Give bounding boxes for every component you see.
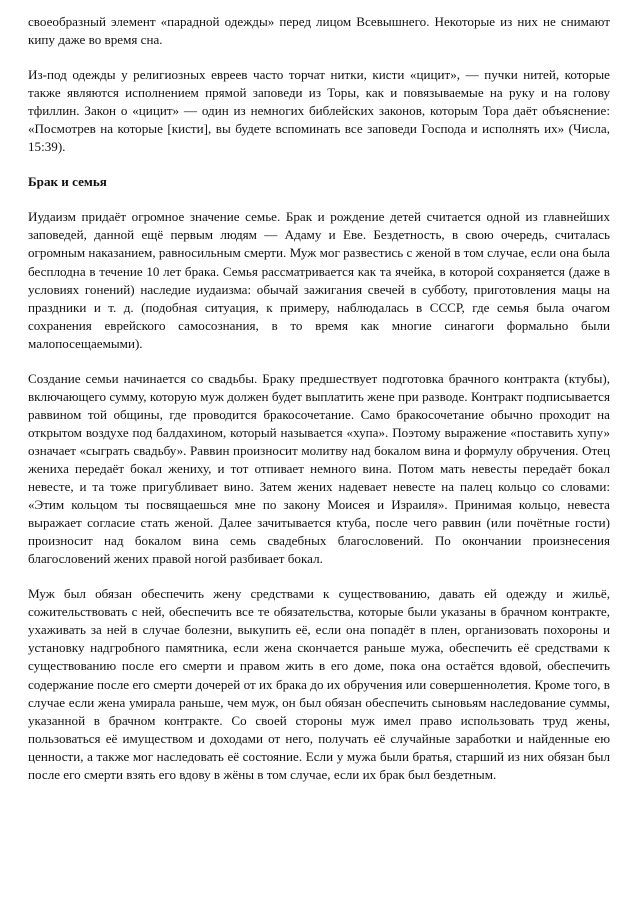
paragraph-intro: своеобразный элемент «парадной одежды» перед лицом Всевышнего. Некоторые из них не снимают кипу даже во время сна. [28, 14, 610, 48]
paragraph-family: Иудаизм придаёт огромное значение семье. Брак и рождение детей считается одной из главнейших заповедей, данной ещё первым людям — Адаму и Еве. Бездетность, в свою очередь, считалась огромным наказанием, равносильным смерти. Муж мог развестись с женой в том случае, если она была бесплодна в течение 10 лет брака. Семья рассматривается как та ячейка, в которой сохраняется (даже в условиях гонений) наследие иудаизма: обычай зажигания свечей в субботу, приготовления мацы на праздники и т. д. (подобная ситуация, к примеру, наблюдалась в СССР, где семья была очагом сохранения еврейского самосознания, в то время как многие синагоги формально были малопосещаемыми). [28, 209, 610, 351]
paragraph-tzitzit: Из-под одежды у религиозных евреев часто торчат нитки, кисти «цицит», — пучки нитей, которые также являются исполнением прямой заповеди из Торы, как и повязываемые на руку и на голову тфиллин. Закон о «цицит» — один из немногих библейских законов, которым Тора даёт объяснение: «Посмотрев на которые [кисти], вы будете вспоминать все заповеди Господа и исполнять их» (Числа, 15:39). [28, 67, 610, 155]
paragraph-wedding: Создание семьи начинается со свадьбы. Браку предшествует подготовка брачного контракта (ктубы), включающего сумму, которую муж должен будет выплатить жене при разводе. Контракт подписывается раввином той общины, где проводится бракосочетание. Само бракосочетание обычно проходит на открытом воздухе под балдахином, который называется «хупа». Поэтому выражение «поставить хупу» означает «сыграть свадьбу». Раввин произносит молитву над бокалом вина и формулу обручения. Отец жениха передаёт бокал жениху, и тот отпивает немного вина. Потом мать невесты передаёт бокал невесте, и та тоже пригубливает вино. Затем жених надевает невесте на палец кольцо со словами: «Этим кольцом ты посвящаешься мне по закону Моисея и Израиля». Принимая кольцо, невеста выражает согласие стать женой. Далее зачитывается ктуба, после чего раввин (или почётные гости) произносит над бокалом вина семь свадебных благословений. По окончании произнесения благословений жених правой ногой разбивает бокал. [28, 370, 610, 567]
section-heading: Брак и семья [28, 174, 107, 190]
paragraph-husband-duties: Муж был обязан обеспечить жену средствами к существованию, давать ей одежду и жильё, сожительствовать с ней, обеспечить все те обязательства, которые были указаны в брачном контракте, ухаживать за ней в случае болезни, выкупить её, если она попадёт в плен, организовать похороны и установку надгробного памятника, если жена скончается раньше мужа, обеспечить её средствами к существованию после его смерти и правом жить в его доме, пока она остаётся вдовой, обеспечить содержание после его смерти дочерей от их брака до их обручения или совершеннолетия. Кроме того, в случае если жена умирала раньше, чем муж, он был обязан обеспечить сыновьям наследование суммы, указанной в брачном контракте. Со своей стороны муж имел право использовать труд жены, пользоваться её имуществом и доходами от него, получать её случайные заработки и найденные ею ценности, а также мог наследовать её состояние. Если у мужа были братья, старший из них обязан был после его смерти взять его вдову в жёны в том случае, если их брак был бездетным. [28, 586, 610, 782]
